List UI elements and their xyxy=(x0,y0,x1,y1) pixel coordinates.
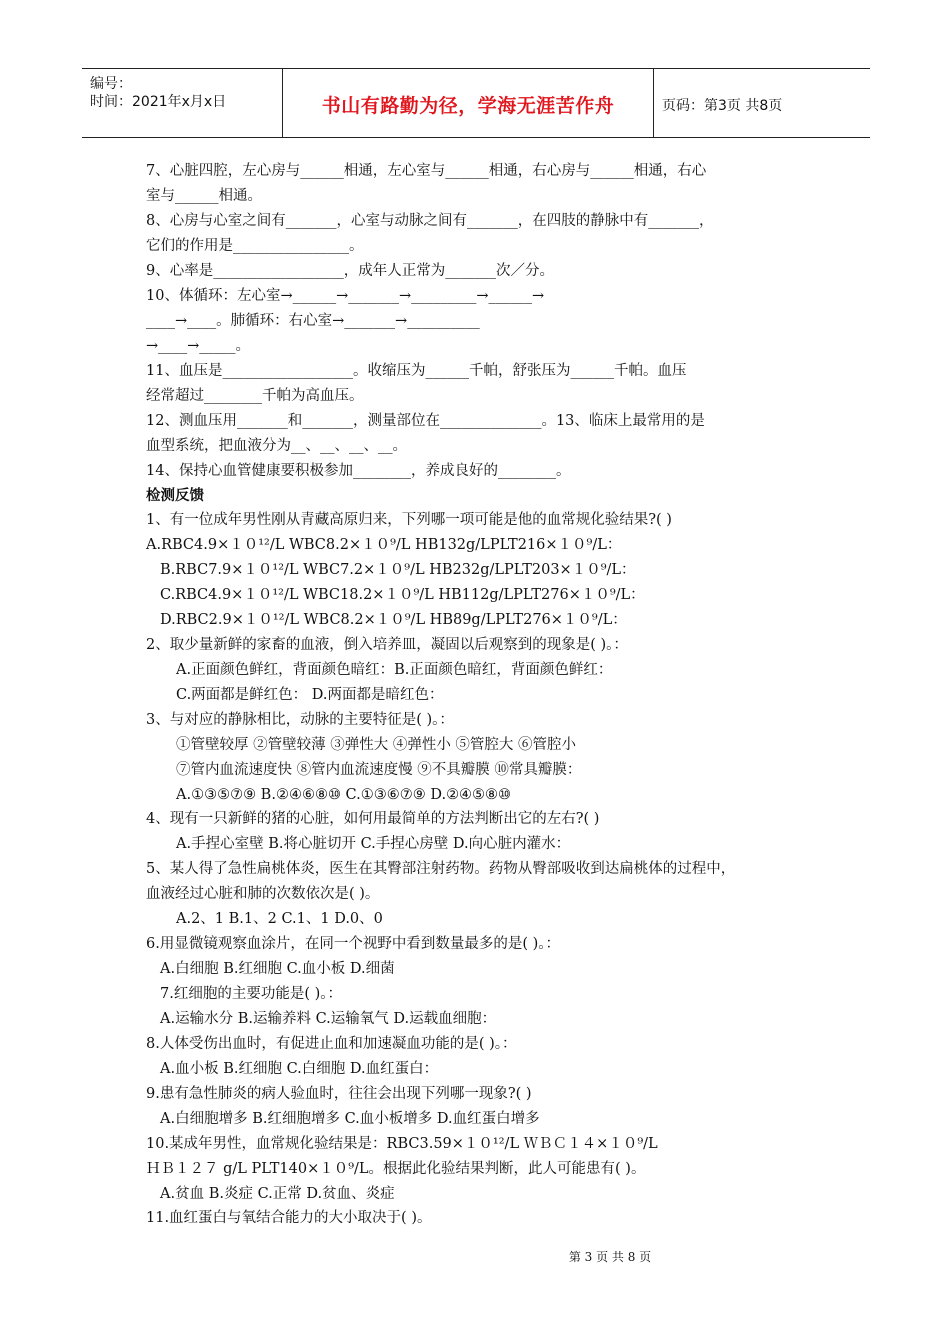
question-line: 2、取少量新鲜的家畜的血液，倒入培养皿，凝固以后观察到的现象是( )。： xyxy=(146,637,628,653)
question-line: 4、现有一只新鲜的猪的心脏，如何用最简单的方法判断出它的左右?( ) xyxy=(146,811,600,827)
question-line: 12、测血压用_______和_______，测量部位在______________。13、临床上最常用的是 xyxy=(146,413,705,429)
question-line: ____→____。肺循环：右心室→_______→__________ xyxy=(146,313,480,329)
option-line: A.白细胞 B.红细胞 C.血小板 D.细菌 xyxy=(160,961,395,977)
option-line: A.血小板 B.红细胞 C.白细胞 D.血红蛋白： xyxy=(160,1061,439,1077)
option-line: A.白细胞增多 B.红细胞增多 C.血小板增多 D.血红蛋白增多 xyxy=(160,1111,540,1127)
option-line: A.运输水分 B.运输养料 C.运输氧气 D.运载血细胞： xyxy=(160,1011,497,1027)
question-line: 14、保持心血管健康要积极参加________，养成良好的________。 xyxy=(146,463,571,479)
option-line: B.RBC7.9×１０¹²/L WBC7.2×１０⁹/L HB232g/LPLT203×１０⁹/L： xyxy=(160,562,636,578)
question-line: 6.用显微镜观察血涂片，在同一个视野中看到数量最多的是( )。： xyxy=(146,936,561,952)
question-line: 1、有一位成年男性刚从青藏高原归来，下列哪一项可能是他的血常规化验结果?( ) xyxy=(146,512,672,528)
number-label: 编号： xyxy=(90,76,132,92)
question-line: 5、某人得了急性扁桃体炎，医生在其臀部注射药物。药物从臀部吸收到达扁桃体的过程中， xyxy=(146,861,736,877)
question-line: 经常超过________千帕为高血压。 xyxy=(146,388,364,404)
option-line: A.①③⑤⑦⑨ B.②④⑥⑧⑩ C.①③⑥⑦⑨ D.②④⑤⑧⑩ xyxy=(176,787,512,803)
question-line: 9、心率是__________________，成年人正常为_______次／分。 xyxy=(146,263,554,279)
section-heading: 检测反馈 xyxy=(146,488,204,504)
question-line: 11、血压是__________________。收缩压为______千帕，舒张压为______千帕。血压 xyxy=(146,363,687,379)
question-line: 8、心房与心室之间有_______，心室与动脉之间有_______，在四肢的静脉中有_______， xyxy=(146,213,714,229)
question-line: ＨＢ１２７ g/L PLT140×１０⁹/L。根据此化验结果判断，此人可能患有( )。 xyxy=(146,1161,646,1177)
page-header xyxy=(82,68,870,138)
option-line: A.贫血 B.炎症 C.正常 D.贫血、炎症 xyxy=(160,1186,395,1202)
question-line: 7.红细胞的主要功能是( )。： xyxy=(160,986,343,1002)
question-line: 10.某成年男性，血常规化验结果是：RBC3.59×１０¹²/L ＷＢＣ１４×１０⁹/L xyxy=(146,1136,658,1152)
question-line: 血液经过心脏和肺的次数依次是( )。 xyxy=(146,886,380,902)
question-line: 11.血红蛋白与氧结合能力的大小取决于( )。 xyxy=(146,1210,432,1226)
question-line: 9.患有急性肺炎的病人验血时，往往会出现下列哪一现象?( ) xyxy=(146,1086,532,1102)
header-left-cell xyxy=(90,69,280,137)
question-line: 它们的作用是________________。 xyxy=(146,238,364,254)
option-line: A.RBC4.9×１０¹²/L WBC8.2×１０⁹/L HB132g/LPLT216×１０⁹/L： xyxy=(146,537,622,553)
header-motto-cell xyxy=(282,69,654,137)
option-line: C.两面都是鲜红色： D.两面都是暗红色： xyxy=(176,687,444,703)
option-line: A.正面颜色鲜红，背面颜色暗红：B.正面颜色暗红，背面颜色鲜红： xyxy=(176,662,613,678)
motto: 书山有路勤为径，学海无涯苦作舟 xyxy=(321,95,615,117)
question-line: 室与______相通。 xyxy=(146,188,262,204)
header-page-cell xyxy=(662,69,870,137)
option-line: D.RBC2.9×１０¹²/L WBC8.2×１０⁹/L HB89g/LPLT276×１０⁹/L： xyxy=(160,612,627,628)
option-line: A.2、1 B.1、2 C.1、1 D.0、0 xyxy=(176,911,383,927)
question-line: 10、体循环：左心室→______→_______→_________→______→ xyxy=(146,288,545,304)
option-line: ⑦管内血流速度快 ⑧管内血流速度慢 ⑨不具瓣膜 ⑩常具瓣膜： xyxy=(176,762,582,778)
page-footer: 第 3 页 共 8 页 xyxy=(568,1250,652,1264)
page-info: 页码：第3页 共8页 xyxy=(662,98,783,114)
option-line: C.RBC4.9×１０¹²/L WBC18.2×１０⁹/L HB112g/LPLT276×１０⁹/L： xyxy=(160,587,645,603)
option-line: ①管壁较厚 ②管壁较薄 ③弹性大 ④弹性小 ⑤管腔大 ⑥管腔小 xyxy=(176,737,577,753)
question-line: 3、与对应的静脉相比，动脉的主要特征是( )。： xyxy=(146,712,454,728)
question-line: 血型系统，把血液分为__、__、__、__。 xyxy=(146,438,407,454)
option-line: A.手捏心室壁 B.将心脏切开 C.手捏心房壁 D.向心脏内灌水： xyxy=(176,836,571,852)
question-line: 8.人体受伤出血时，有促进止血和加速凝血功能的是( )。： xyxy=(146,1036,517,1052)
question-line: →____→_____。 xyxy=(146,338,251,354)
time-label: 时间：2021年x月x日 xyxy=(90,94,227,110)
question-line: 7、心脏四腔，左心房与______相通，左心室与______相通，右心房与______相通，右心 xyxy=(146,163,707,179)
